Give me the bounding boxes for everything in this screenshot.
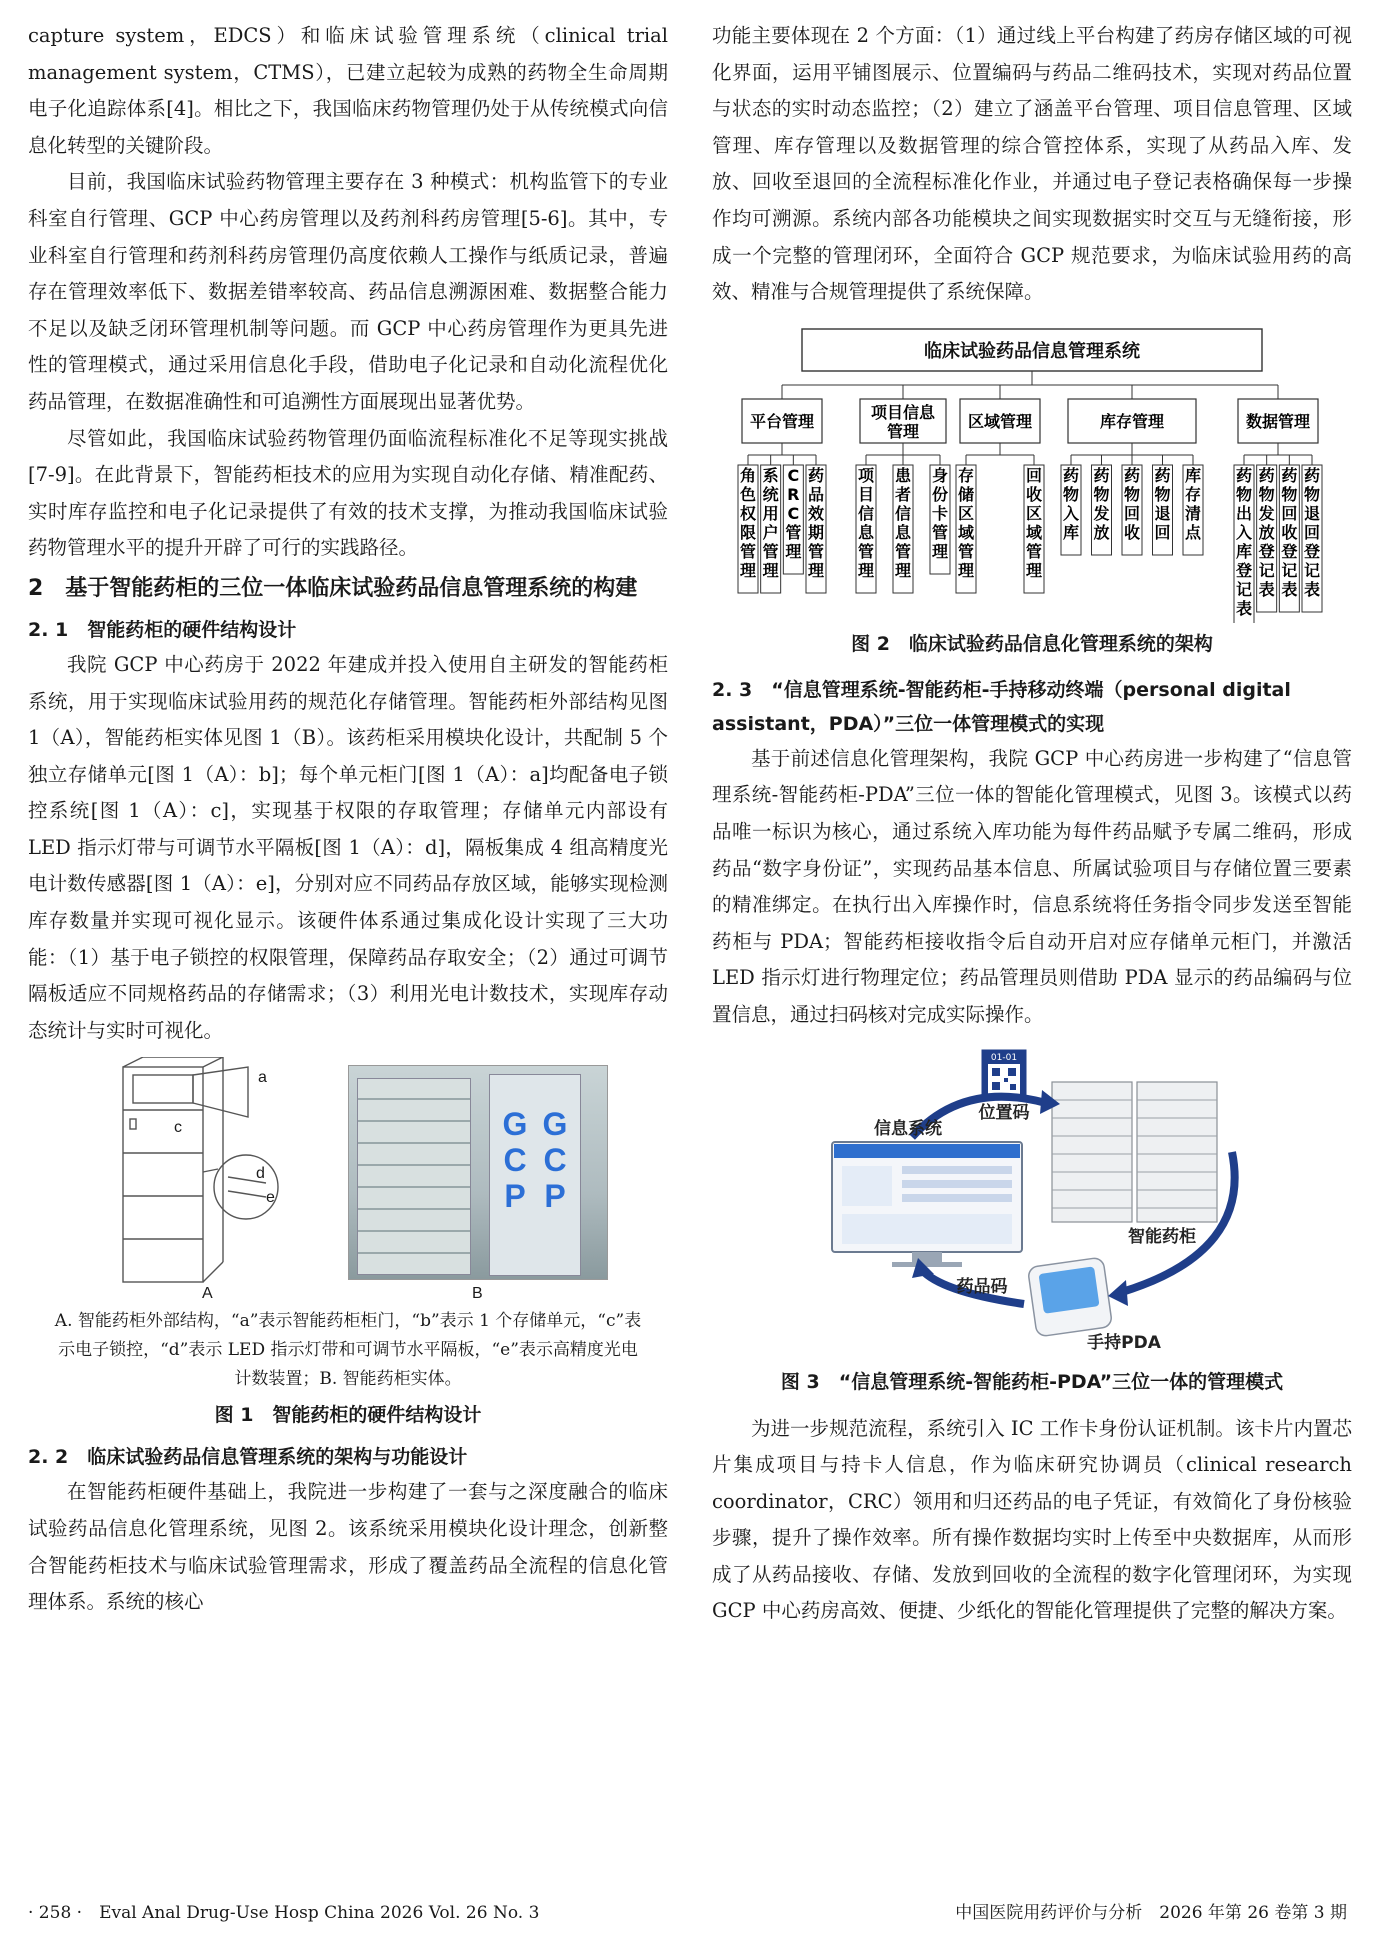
figure-1b-letter-p2: P bbox=[544, 1178, 566, 1215]
fig2-group-label: 项目信息 bbox=[870, 402, 936, 422]
left-column bbox=[28, 18, 668, 1621]
fig2-leaf-label: 系统用户管理 bbox=[762, 465, 779, 580]
figure-3-smart-cabinet-label: 智能药柜 bbox=[1128, 1226, 1196, 1247]
figure-1b-letter-p1: P bbox=[504, 1178, 526, 1215]
fig2-group-label: 平台管理 bbox=[749, 411, 815, 431]
left-paragraph-4: 我院 GCP 中心药房于 2022 年建成并投入使用自主研发的智能药柜系统，用于实现临床试验用药的规范化存储管理。智能药柜外部结构见图 1（A），智能药柜实体见图 1（B）。该药柜采用模块化设计，共配制 5 个独立存储单元[图 1（A）：b]；每个单元柜门[图 1（A）：a]均配备电子锁控系统[图 1（A）：c]，实现基于权限的存取管理；存储单元内部设有 LED 指示灯带与可调节水平隔板[图 1（A）：d]，隔板集成 4 组高精度光电计数传感器[图 1（A）：e]，分别对应不同药品存放区域，能够实现检测库存数量并实现可视化显示。该硬件体系通过集成化设计实现了三大功能：（1）基于电子锁控的权限管理，保障药品存取安全；（2）通过可调节隔板适应不同规格药品的存储需求；（3）利用光电计数技术，实现库存动态统计与实时可视化。 bbox=[28, 652, 668, 1042]
figure-1a-panel-label: A bbox=[202, 1285, 213, 1303]
page-footer-left: · 258 · Eval Anal Drug-Use Hosp China 2026 Vol. 26 No. 3 bbox=[28, 1903, 540, 1923]
figure-1a-label-a: a bbox=[258, 1069, 267, 1087]
section-heading-2: 2 基于智能药柜的三位一体临床试验药品信息管理系统的构建 bbox=[28, 575, 638, 601]
right-column bbox=[712, 18, 1352, 1630]
figure-3-drug-code-label: 药品码 bbox=[956, 1276, 1008, 1297]
fig2-group-label: 库存管理 bbox=[1099, 411, 1165, 431]
figure-3-diagram bbox=[712, 1042, 1352, 1357]
page-footer-right: 中国医院用药评价与分析 2026 年第 26 卷第 3 期 bbox=[955, 1903, 1347, 1923]
fig2-leaf-label: 药物回收 bbox=[1123, 465, 1141, 542]
fig2-leaf-label: 药品效期管理 bbox=[807, 465, 825, 580]
left-paragraph-5: 在智能药柜硬件基础上，我院进一步构建了一套与之深度融合的临床试验药品信息化管理系统，见图 2。该系统采用模块化设计理念，创新整合智能药柜技术与临床试验管理需求，形成了覆盖药品全流程的信息化管理体系。系统的核心 bbox=[28, 1480, 668, 1614]
figure-3 bbox=[712, 1042, 1352, 1357]
fig2-leaf-label: 回收区域管理 bbox=[1025, 465, 1043, 580]
subsection-heading-2-1: 2. 1 智能药柜的硬件结构设计 bbox=[28, 618, 297, 641]
figure-3-qr-tag-label: 01-01 bbox=[990, 1052, 1018, 1063]
fig2-leaf-label: 药物回收登记表 bbox=[1281, 465, 1298, 599]
figure-1b-panel-label: B bbox=[472, 1285, 483, 1303]
figure-1-caption: 图 1 智能药柜的硬件结构设计 bbox=[214, 1404, 482, 1427]
fig2-leaf-label: 药物退回 bbox=[1154, 465, 1171, 542]
figure-3-location-code-label: 位置码 bbox=[978, 1102, 1030, 1123]
figure-2-architecture-chart bbox=[712, 323, 1352, 623]
figure-1a-label-d: d bbox=[256, 1165, 265, 1183]
left-paragraph-2: 目前，我国临床试验药物管理主要存在 3 种模式：机构监管下的专业科室自行管理、GCP 中心药房管理以及药剂科药房管理[5-6]。其中，专业科室自行管理和药剂科药房管理仍高度依赖人工操作与纸质记录，普遍存在管理效率低下、数据差错率较高、药品信息溯源困难、数据整合能力不足以及缺乏闭环管理机制等问题。而 GCP 中心药房管理作为更具先进性的管理模式，通过采用信息化手段，借助电子化记录和自动化流程优化药品管理，在数据准确性和可追溯性方面展现出显著优势。 bbox=[28, 170, 668, 413]
figure-3-info-system-label: 信息系统 bbox=[874, 1118, 942, 1139]
figure-3-caption: 图 3 “信息管理系统-智能药柜-PDA”三位一体的管理模式 bbox=[780, 1370, 1284, 1393]
left-paragraph-1: capture system，EDCS）和临床试验管理系统（clinical trial management system，CTMS），已建立起较为成熟的药物全生命周期电子化追踪体系[4]。相比之下，我国临床药物管理仍处于从传统模式向信息化转型的关键阶段。 bbox=[28, 24, 668, 157]
fig2-leaf-label: 药物发放 bbox=[1093, 465, 1110, 542]
figure-1b-photo bbox=[348, 1065, 608, 1280]
figure-1a-label-e: e bbox=[266, 1189, 275, 1207]
figure-1 bbox=[28, 1057, 668, 1307]
figure-1a-cabinet-drawing bbox=[68, 1057, 308, 1297]
right-paragraph-2: 基于前述信息化管理架构，我院 GCP 中心药房进一步构建了“信息管理系统-智能药柜-PDA”三位一体的智能化管理模式，见图 3。该模式以药品唯一标识为核心，通过系统入库功能为每件药品赋予专属二维码，形成药品“数字身份证”，实现药品基本信息、所属试验项目与存储位置三要素的精准绑定。在执行出入库操作时，信息系统将任务指令同步发送至智能药柜与 PDA；智能药柜接收指令后自动开启对应存储单元柜门，并激活 LED 指示灯进行物理定位；药品管理员则借助 PDA 显示的药品编码与位置信息，通过扫码核对完成实际操作。 bbox=[712, 746, 1352, 1026]
figure-3-pda-device bbox=[1027, 1257, 1112, 1337]
fig2-leaf-label: 患者信息管理 bbox=[894, 465, 912, 580]
figure-1b-letter-g1: G bbox=[502, 1106, 528, 1143]
fig2-leaf-label: 存储区域管理 bbox=[957, 465, 975, 580]
fig2-group-label-cont: 管理 bbox=[886, 421, 920, 441]
right-paragraph-1: 功能主要体现在 2 个方面：（1）通过线上平台构建了药房存储区域的可视化界面，运用平铺图展示、位置编码与药品二维码技术，实现对药品位置与状态的实时动态监控；（2）建立了涵盖平台管理、项目信息管理、区域管理、库存管理以及数据管理的综合管控体系，实现了从药品入库、发放、回收至退回的全流程标准化作业，并通过电子登记表格确保每一步操作均可溯源。系统内部各功能模块之间实现数据实时交互与无缝衔接，形成一个完整的管理闭环，全面符合 GCP 规范要求，为临床试验用药的高效、精准与合规管理提供了系统保障。 bbox=[712, 24, 1352, 304]
figure-2-caption: 图 2 临床试验药品信息化管理系统的架构 bbox=[851, 632, 1213, 655]
fig2-leaf-label: 项目信息管理 bbox=[857, 465, 875, 580]
subsection-heading-2-3: 2. 3 “信息管理系统-智能药柜-手持移动终端（personal digital assistant，PDA）”三位一体管理模式的实现 bbox=[712, 678, 1291, 735]
fig2-leaf-label: 药物入库 bbox=[1062, 465, 1080, 542]
right-paragraph-3: 为进一步规范流程，系统引入 IC 工作卡身份认证机制。该卡片内置芯片集成项目与持卡人信息，作为临床研究协调员（clinical research coordinator，CRC）领用和归还药品的电子凭证，有效简化了身份核验步骤，提升了操作效率。所有操作数据均实时上传至中央数据库，从而形成了从药品接收、存储、发放到回收的全流程的数字化管理闭环，为实现 GCP 中心药房高效、便捷、少纸化的智能化管理提供了完整的解决方案。 bbox=[712, 1416, 1352, 1623]
fig2-leaf-label: 药物出入库登记表 bbox=[1235, 465, 1253, 618]
fig2-group-label: 区域管理 bbox=[967, 411, 1033, 431]
figure-1b-letter-g2: G bbox=[542, 1106, 568, 1143]
fig2-leaf-label: 角色权限管理 bbox=[739, 465, 757, 580]
fig2-group-label: 数据管理 bbox=[1245, 411, 1311, 431]
figure-3-cabinet-drawing bbox=[1052, 1082, 1217, 1222]
fig2-leaf-label: C R C 管理 bbox=[785, 465, 802, 561]
figure-1b-letter-c1: C bbox=[503, 1142, 527, 1179]
fig2-leaf-label: 药物发放登记表 bbox=[1258, 465, 1275, 599]
figure-1-note: A. 智能药柜外部结构，“a”表示智能药柜柜门，“b”表示 1 个存储单元，“c”表示电子锁控，“d”表示 LED 指示灯带和可调节水平隔板，“e”表示高精度光电计数装置；B. 智能药柜实体。 bbox=[54, 1311, 642, 1390]
fig2-root-label: 临床试验药品信息管理系统 bbox=[924, 340, 1140, 362]
figure-3-handheld-pda-label: 手持PDA bbox=[1087, 1332, 1161, 1353]
fig2-leaf-label: 库存清点 bbox=[1184, 465, 1202, 542]
fig2-leaf-label: 身份卡管理 bbox=[931, 465, 949, 561]
figure-1a-label-c: c bbox=[174, 1119, 182, 1137]
left-paragraph-3: 尽管如此，我国临床试验药物管理仍面临流程标准化不足等现实挑战[7-9]。在此背景下，智能药柜技术的应用为实现自动化存储、精准配药、实时库存监控和电子化记录提供了有效的技术支撑，为推动我国临床试验药物管理水平的提升开辟了可行的实践路径。 bbox=[28, 426, 668, 560]
subsection-heading-2-2: 2. 2 临床试验药品信息管理系统的架构与功能设计 bbox=[28, 1446, 468, 1469]
figure-1b-letter-c2: C bbox=[543, 1142, 567, 1179]
fig2-leaf-label: 药物退回登记表 bbox=[1303, 465, 1321, 599]
